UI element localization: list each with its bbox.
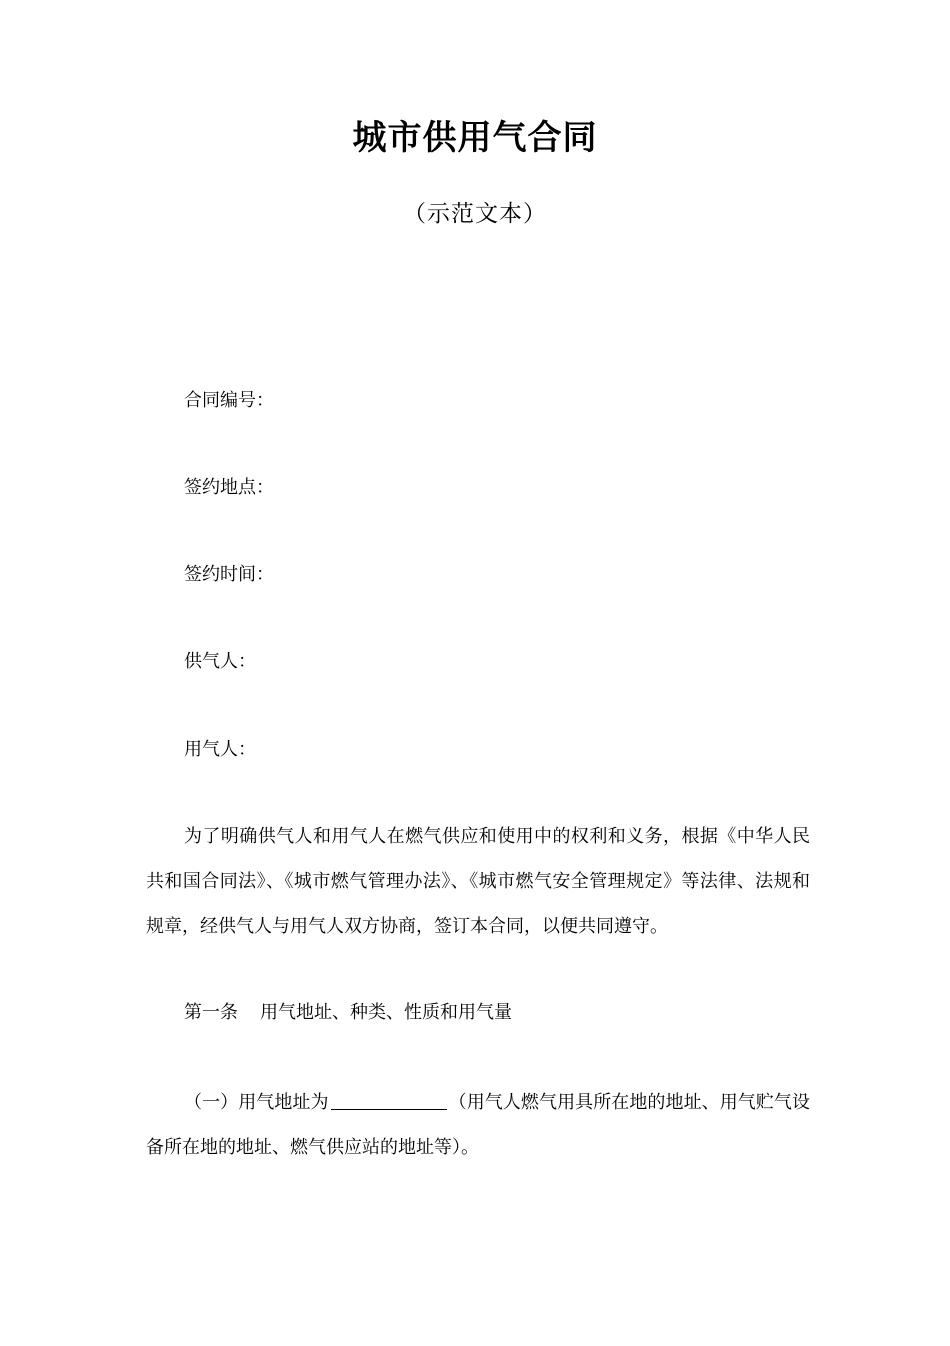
- clause-1-paragraph: [146, 1080, 810, 1170]
- clause-1-suffix: （用气人燃气用具所在地的地址、用气贮气设备所在地的地址、燃气供应站的地址等）。: [146, 1092, 811, 1158]
- document-title: 城市供用气合同: [352, 118, 598, 158]
- clause-1-prefix: （一）用气地址为: [184, 1092, 329, 1113]
- supplier-label: 供气人：: [184, 651, 256, 672]
- article-1-heading: [184, 998, 512, 1028]
- document-subtitle: （示范文本）: [403, 201, 547, 227]
- article-1-title: 用气地址、种类、性质和用气量: [260, 1002, 512, 1023]
- preamble-paragraph: 为了明确供气人和用气人在燃气供应和使用中的权利和义务，根据《中华人民共和国合同法》、《城市燃气管理办法》、《城市燃气安全管理规定》等法律、法规和规章，经供气人与用气人双方协商，签订本合同，以便共同遵守。: [146, 826, 810, 937]
- sign-place-label: 签约地点：: [184, 477, 274, 498]
- contract-number-label: 合同编号：: [184, 390, 274, 411]
- article-1-number: 第一条: [184, 1002, 238, 1023]
- sign-time-label: 签约时间：: [184, 564, 274, 585]
- address-blank-line: [331, 1091, 447, 1110]
- user-label: 用气人：: [184, 739, 256, 760]
